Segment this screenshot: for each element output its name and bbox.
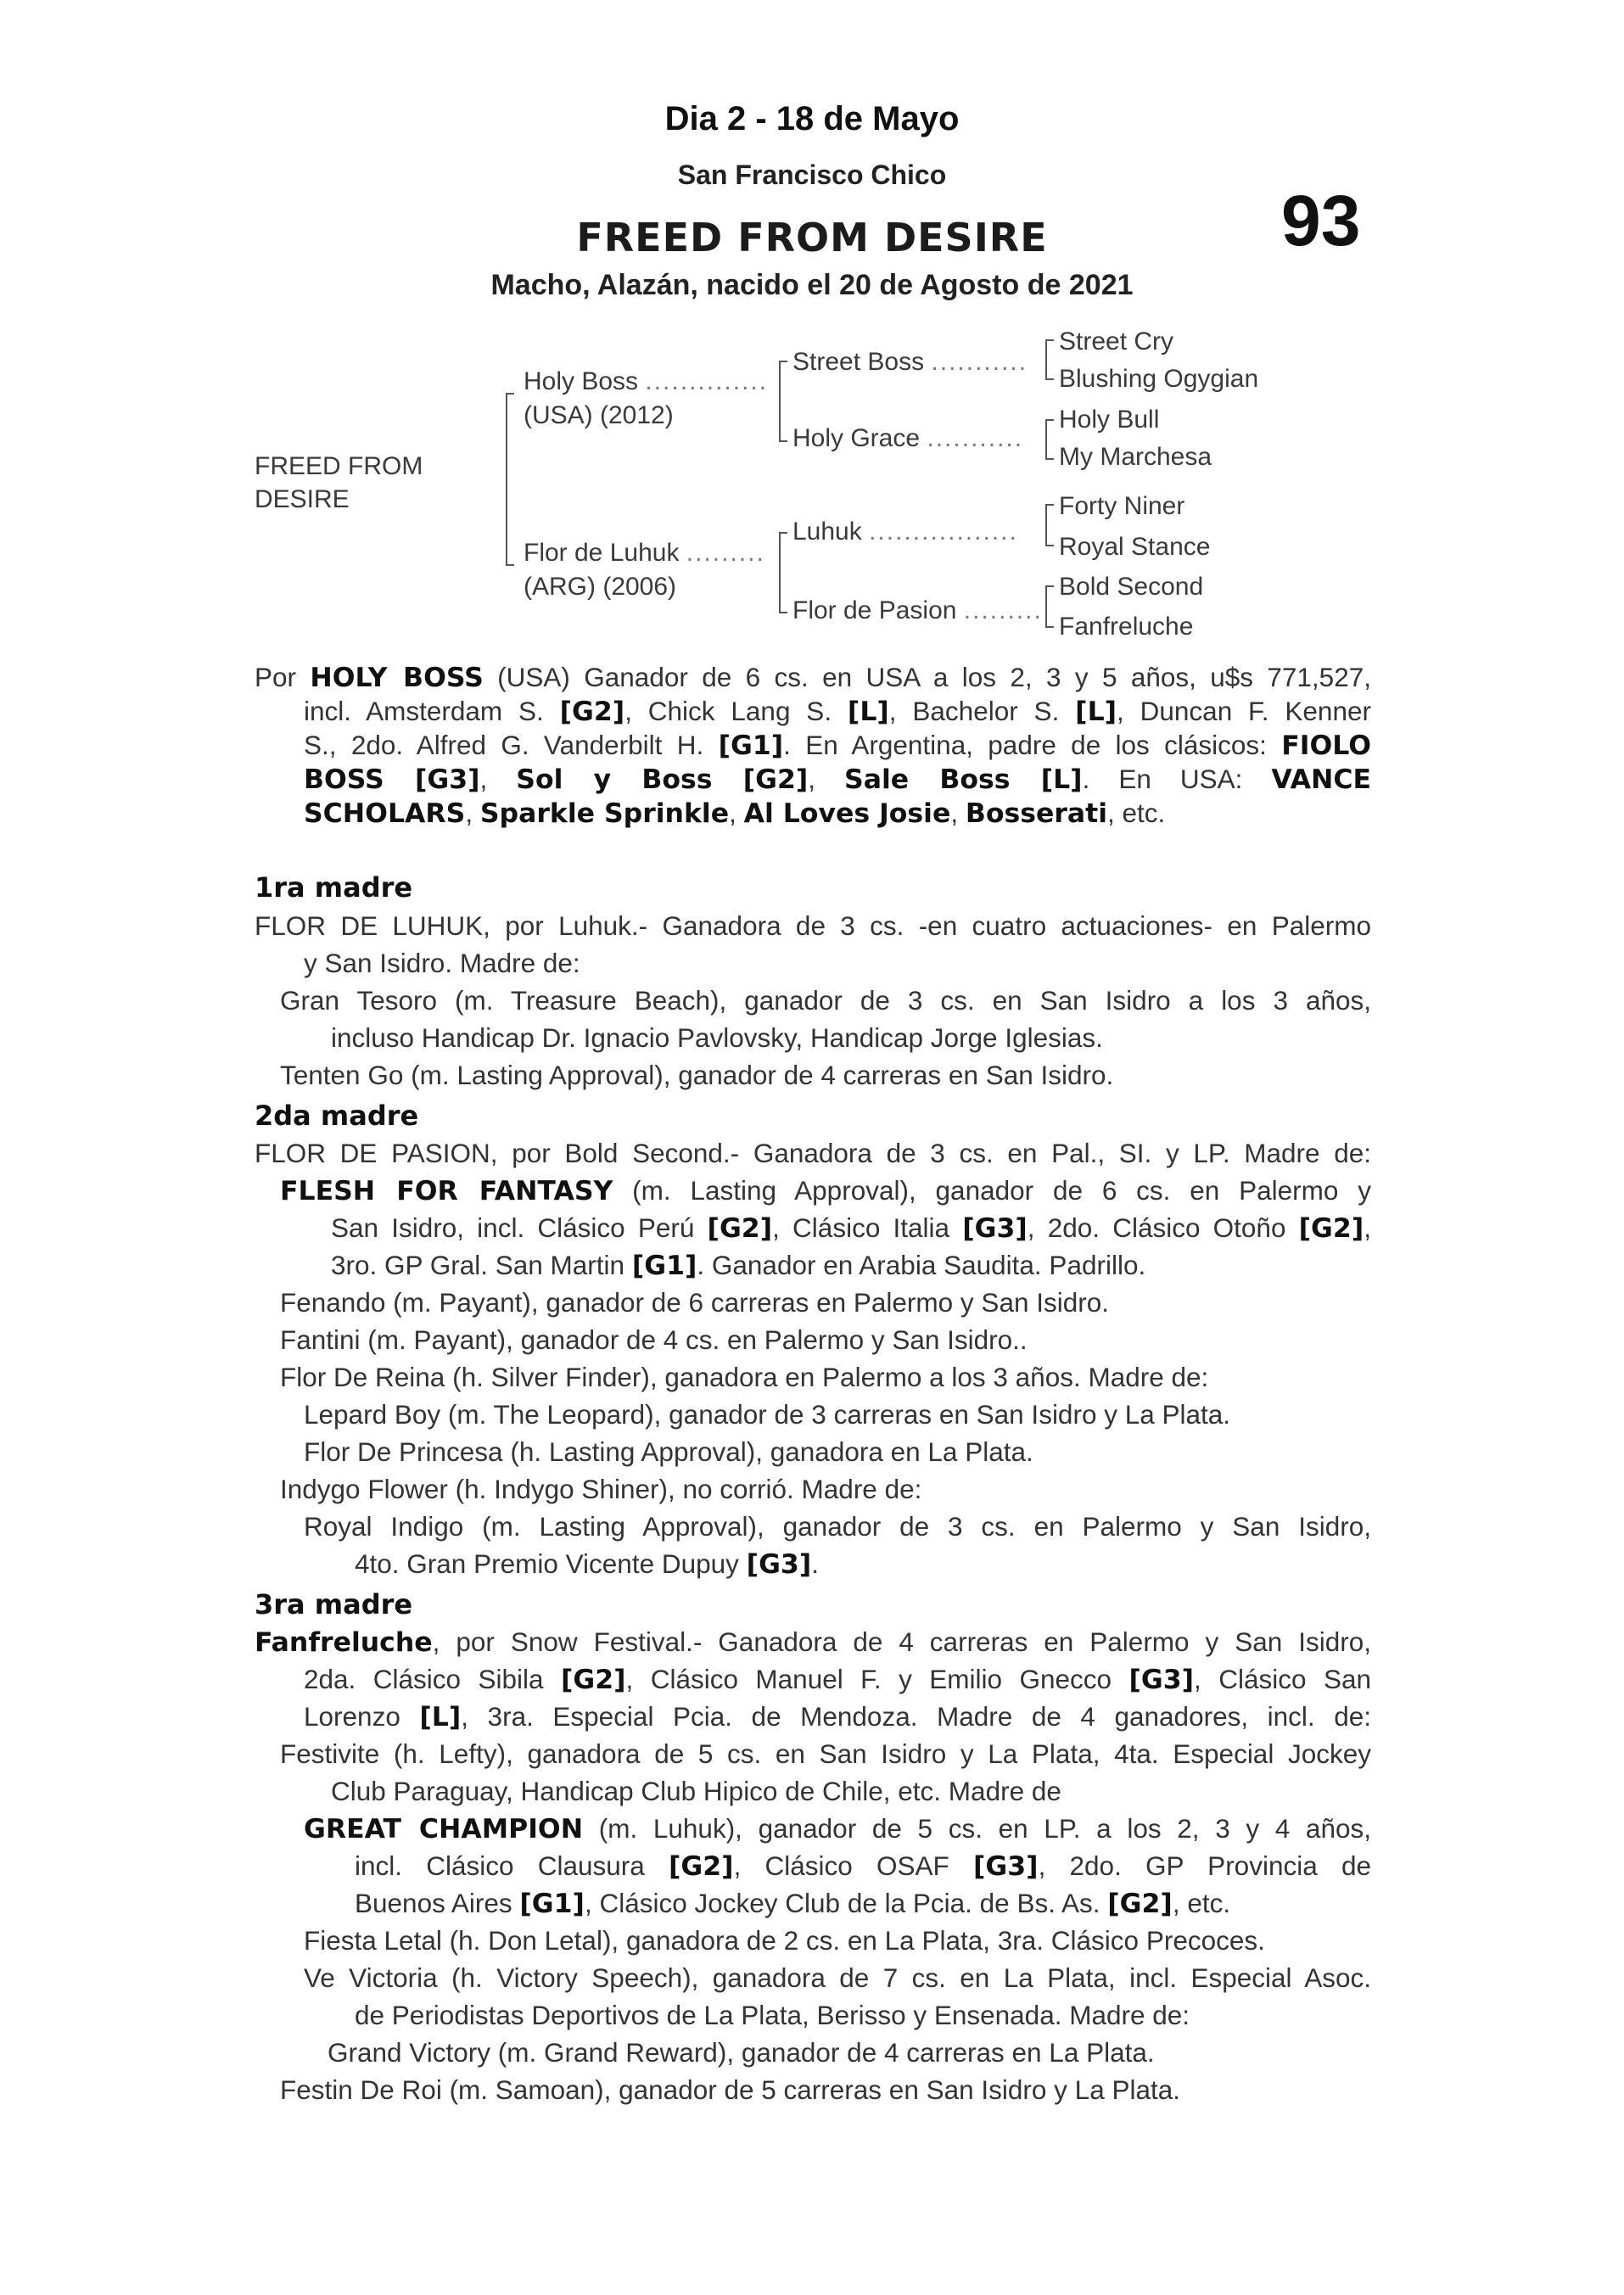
madre1-line-1: FLOR DE LUHUK, por Luhuk.- Ganadora de 3 cs. -en cuatro actuaciones- en Palermo: [255, 910, 1371, 941]
venue-name: San Francisco Chico: [677, 160, 947, 190]
sire-line-2: incl. Amsterdam S. [G2], Chick Lang S. [L], Bachelor S. [L], Duncan F. Kenner: [304, 696, 1371, 727]
madre2-line-9: Flor De Princesa (h. Lasting Approval), ganadora en La Plata.: [304, 1436, 1033, 1467]
pedigree-gg-6: Royal Stance: [1059, 533, 1211, 561]
lot-number: 93: [1281, 181, 1361, 260]
madre2-line-3: San Isidro, incl. Clásico Perú [G2], Clásico Italia [G3], 2do. Clásico Otoño [G2],: [331, 1212, 1371, 1244]
madre3-line-2: 2da. Clásico Sibila [G2], Clásico Manuel F. y Emilio Gnecco [G3], Clásico San: [304, 1664, 1371, 1695]
pedigree-gg-1: Street Cry: [1059, 327, 1174, 355]
pedigree-dam: Flor de Luhuk .........: [524, 539, 765, 567]
madre3-line-5: Club Paraguay, Handicap Club Hipico de Chile, etc. Madre de: [331, 1776, 1061, 1806]
madre3-line-6: GREAT CHAMPION (m. Luhuk), ganador de 5 cs. en LP. a los 2, 3 y 4 años,: [304, 1813, 1371, 1844]
madre3-line-3: Lorenzo [L], 3ra. Especial Pcia. de Mendoza. Madre de 4 ganadores, incl. de:: [304, 1701, 1371, 1732]
pedigree-gg-7: Bold Second: [1059, 573, 1204, 601]
madre2-line-6: Fantini (m. Payant), ganador de 4 cs. en Palermo y San Isidro..: [280, 1324, 1028, 1355]
madre1-line-5: Tenten Go (m. Lasting Approval), ganador de 4 carreras en San Isidro.: [280, 1060, 1114, 1090]
pedigree-bracket-sire-parents: [779, 361, 787, 442]
madre2-line-10: Indygo Flower (h. Indygo Shiner), no corrió. Madre de:: [280, 1474, 922, 1504]
madre1-line-4: incluso Handicap Dr. Ignacio Pavlovsky, Handicap Jorge Iglesias.: [331, 1022, 1103, 1053]
madre3-line-13: Festin De Roi (m. Samoan), ganador de 5 carreras en San Isidro y La Plata.: [280, 2074, 1181, 2105]
madre2-line-5: Fenando (m. Payant), ganador de 6 carreras en Palermo y San Isidro.: [280, 1287, 1110, 1318]
madre3-line-9: Fiesta Letal (h. Don Letal), ganadora de 2 cs. en La Plata, 3ra. Clásico Precoces.: [304, 1925, 1265, 1956]
pedigree-gg-8: Fanfreluche: [1059, 613, 1194, 641]
sire-line-1: Por HOLY BOSS (USA) Ganador de 6 cs. en USA a los 2, 3 y 5 años, u$s 771,527,: [255, 662, 1371, 693]
pedigree-gg-2: Blushing Ogygian: [1059, 365, 1259, 393]
pedigree-sire-origin: (USA) (2012): [524, 401, 674, 429]
pedigree-sire-sire: Street Boss ...........: [792, 348, 1028, 376]
heading-2da-madre: 2da madre: [255, 1100, 419, 1132]
pedigree-bracket-g4: [1045, 585, 1054, 628]
madre3-line-4: Festivite (h. Lefty), ganadora de 5 cs. en San Isidro y La Plata, 4ta. Especial Jockey: [280, 1738, 1371, 1769]
pedigree-gg-3: Holy Bull: [1059, 406, 1160, 434]
sire-line-5: SCHOLARS, Sparkle Sprinkle, Al Loves Josie, Bosserati, etc.: [304, 798, 1166, 829]
pedigree-bracket-g3: [1045, 504, 1054, 546]
madre1-line-3: Gran Tesoro (m. Treasure Beach), ganador de 3 cs. en San Isidro a los 3 años,: [280, 985, 1371, 1016]
madre2-line-11: Royal Indigo (m. Lasting Approval), ganador de 3 cs. en Palermo y San Isidro,: [304, 1511, 1371, 1542]
madre3-line-10: Ve Victoria (h. Victory Speech), ganadora de 7 cs. en La Plata, incl. Especial Asoc.: [304, 1962, 1371, 1993]
pedigree-dam-dam: Flor de Pasion .........: [792, 596, 1043, 624]
madre2-line-8: Lepard Boy (m. The Leopard), ganador de 3 carreras en San Isidro y La Plata.: [304, 1399, 1231, 1430]
sire-line-4: BOSS [G3], Sol y Boss [G2], Sale Boss [L]. En USA: VANCE: [304, 764, 1371, 795]
madre2-line-12: 4to. Gran Premio Vicente Dupuy [G3].: [355, 1548, 820, 1580]
madre3-line-12: Grand Victory (m. Grand Reward), ganador de 4 carreras en La Plata.: [328, 2037, 1155, 2068]
pedigree-bracket-g1: [1045, 339, 1054, 380]
horse-name: FREED FROM DESIRE: [576, 215, 1048, 260]
madre2-line-1: FLOR DE PASION, por Bold Second.- Ganadora de 3 cs. en Pal., SI. y LP. Madre de:: [255, 1138, 1371, 1168]
pedigree-bracket-sire: [506, 393, 514, 566]
horse-description: Macho, Alazán, nacido el 20 de Agosto de 2021: [490, 269, 1134, 301]
pedigree-bracket-g2: [1045, 419, 1054, 460]
sire-line-3: S., 2do. Alfred G. Vanderbilt H. [G1]. En Argentina, padre de los clásicos: FIOLO: [304, 730, 1371, 761]
madre3-line-8: Buenos Aires [G1], Clásico Jockey Club de la Pcia. de Bs. As. [G2], etc.: [355, 1888, 1231, 1919]
pedigree-dam-sire: Luhuk .................: [792, 518, 1018, 546]
madre3-line-11: de Periodistas Deportivos de La Plata, Berisso y Ensenada. Madre de:: [355, 2000, 1190, 2030]
heading-3ra-madre: 3ra madre: [255, 1588, 413, 1620]
madre2-line-7: Flor De Reina (h. Silver Finder), ganadora en Palermo a los 3 años. Madre de:: [280, 1362, 1209, 1392]
heading-1ra-madre: 1ra madre: [255, 871, 413, 904]
madre3-line-7: incl. Clásico Clausura [G2], Clásico OSAF [G3], 2do. GP Provincia de: [355, 1850, 1371, 1882]
pedigree-subject-line1: FREED FROM: [255, 452, 423, 480]
sale-day-title: Dia 2 - 18 de Mayo: [664, 100, 960, 137]
pedigree-sire-dam: Holy Grace ...........: [792, 424, 1024, 452]
madre2-line-4: 3ro. GP Gral. San Martin [G1]. Ganador en Arabia Saudita. Padrillo.: [331, 1250, 1146, 1281]
pedigree-bracket-dam-parents: [779, 532, 787, 613]
pedigree-gg-4: My Marchesa: [1059, 443, 1212, 471]
pedigree-sire: Holy Boss ..............: [524, 367, 769, 395]
pedigree-dam-origin: (ARG) (2006): [524, 573, 677, 601]
pedigree-gg-5: Forty Niner: [1059, 492, 1185, 520]
madre1-line-2: y San Isidro. Madre de:: [304, 948, 580, 978]
madre3-line-1: Fanfreluche, por Snow Festival.- Ganadora de 4 carreras en Palermo y San Isidro,: [255, 1626, 1371, 1658]
pedigree-subject-line2: DESIRE: [255, 485, 350, 513]
madre2-line-2: FLESH FOR FANTASY (m. Lasting Approval), ganador de 6 cs. en Palermo y: [280, 1175, 1371, 1206]
